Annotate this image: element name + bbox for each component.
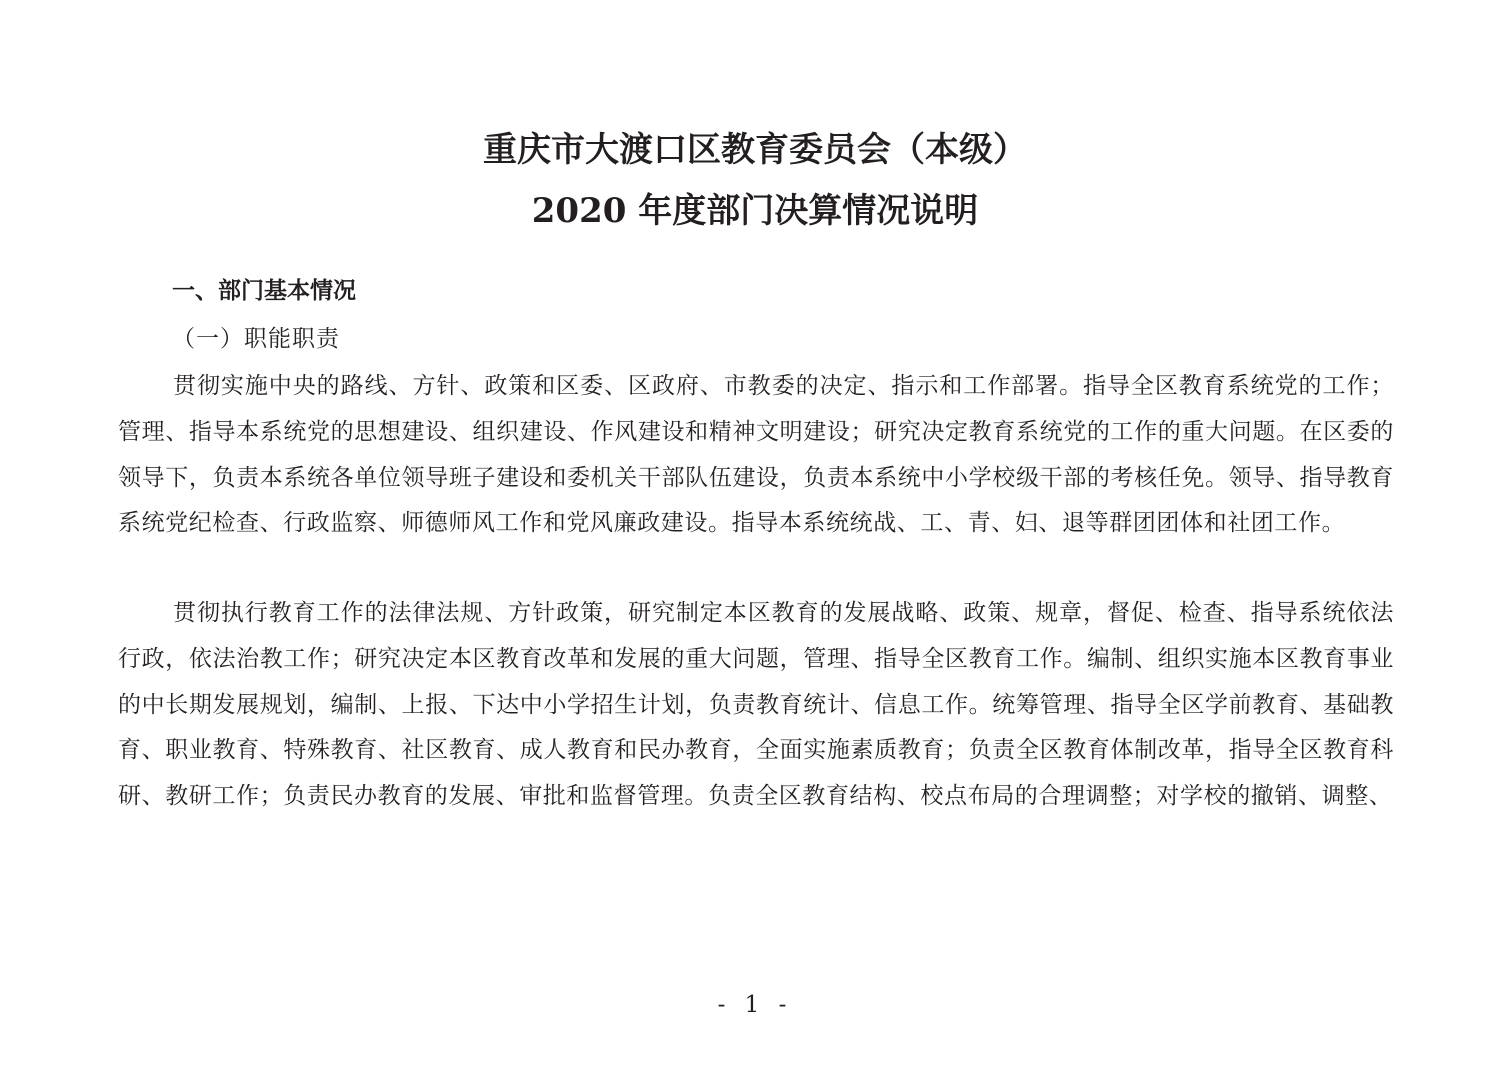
body-paragraph-duties-party: 贯彻实施中央的路线、方针、政策和区委、区政府、市教委的决定、指示和工作部署。指导全区教育系统党的工作；管理、指导本系统党的思想建设、组织建设、作风建设和精神文明建设；研究决定教育系统党的工作的重大问题。在区委的领导下，负责本系统各单位领导班子建设和委机关干部队伍建设，负责本系统中小学校级干部的考核任免。领导、指导教育系统党纪检查、行政监察、师德师风工作和党风廉政建设。指导本系统统战、工、青、妇、退等群团团体和社团工作。 bbox=[118, 373, 1394, 537]
document-title-line2: 2020 年度部门决算情况说明 bbox=[531, 191, 979, 231]
page-number: - 1 - bbox=[717, 992, 793, 1018]
body-paragraph-duties-education: 贯彻执行教育工作的法律法规、方针政策，研究制定本区教育的发展战略、政策、规章，督促、检查、指导系统依法行政，依法治教工作；研究决定本区教育改革和发展的重大问题，管理、指导全区教育工作。编制、组织实施本区教育事业的中长期发展规划，编制、上报、下达中小学招生计划，负责教育统计、信息工作。统筹管理、指导全区学前教育、基础教育、职业教育、特殊教育、社区教育、成人教育和民办教育，全面实施素质教育；负责全区教育体制改革，指导全区教育科研、教研工作；负责民办教育的发展、审批和监督管理。负责全区教育结构、校点布局的合理调整；对学校的撤销、调整、 bbox=[118, 600, 1394, 810]
section-heading: 一、部门基本情况 bbox=[172, 278, 356, 304]
subsection-heading: （一）职能职责 bbox=[172, 326, 340, 352]
document-title-line1: 重庆市大渡口区教育委员会（本级） bbox=[483, 130, 1027, 170]
